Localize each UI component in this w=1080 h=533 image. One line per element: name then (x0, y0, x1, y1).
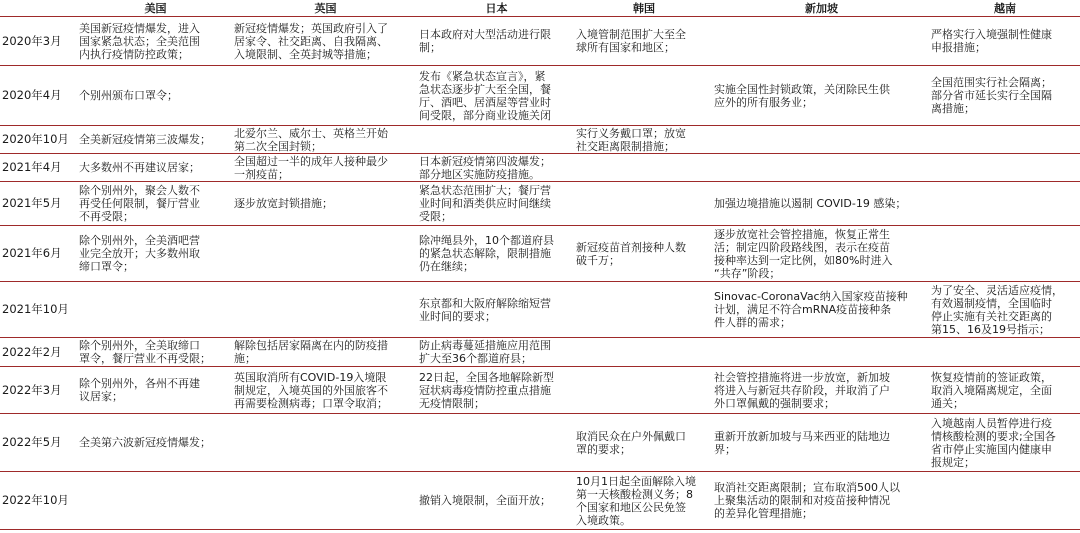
cell-japan (418, 414, 575, 472)
cell-japan: 东京都和大阪府解除缩短营 业时间的要求； (418, 282, 575, 338)
cell-japan: 防止病毒蔓延措施应用范围 扩大至36个都道府县； (418, 338, 575, 367)
cell-japan: 发布《紧急状态宣言》，紧 急状态逐步扩大至全国，餐 厅、酒吧、居酒屋等营业时 间受限，部分商业设施关闭 (418, 66, 575, 126)
cell-vietnam (930, 154, 1080, 182)
cell-singapore (713, 338, 930, 367)
table-row (0, 414, 1080, 472)
header-japan: 日本 (418, 0, 575, 17)
cell-korea: 取消民众在户外佩戴口 罩的要求； (575, 414, 713, 472)
cell-korea (575, 338, 713, 367)
row-date: 2021年10月 (0, 282, 78, 338)
cell-japan: 日本政府对大型活动进行限 制； (418, 17, 575, 66)
cell-vietnam (930, 126, 1080, 154)
cell-singapore: 取消社交距离限制；宣布取消500人以 上聚集活动的限制和对疫苗接种情况 的差异化管理措施； (713, 472, 930, 530)
cell-vietnam: 全国范围实行社会隔离； 部分省市延长实行全国隔 离措施； (930, 66, 1080, 126)
row-date: 2021年6月 (0, 226, 78, 282)
cell-korea: 新冠疫苗首剂接种人数 破千万； (575, 226, 713, 282)
cell-usa: 大多数州不再建议居家； (78, 154, 233, 182)
cell-singapore (713, 126, 930, 154)
cell-korea: 10月1日起全面解除入境 第一天核酸检测义务；8 个国家和地区公民免签 入境政策。 (575, 472, 713, 530)
cell-korea (575, 182, 713, 226)
row-date: 2022年10月 (0, 472, 78, 530)
header-row (0, 0, 1080, 17)
cell-vietnam: 严格实行入境强制性健康 申报措施； (930, 17, 1080, 66)
header-date (0, 0, 78, 17)
cell-uk: 英国取消所有COVID-19入境限 制规定，入境英国的外国旅客不 再需要检测病毒；口罩令取消； (233, 367, 418, 414)
cell-usa: 全美第六波新冠疫情爆发； (78, 414, 233, 472)
header-uk: 英国 (233, 0, 418, 17)
cell-usa: 除个别州外，聚会人数不 再受任何限制，餐厅营业 不再受限； (78, 182, 233, 226)
cell-vietnam: 入境越南人员暂停进行疫 情核酸检测的要求;全国各 省市停止实施国内健康申 报规定； (930, 414, 1080, 472)
cell-usa: 个别州颁布口罩令； (78, 66, 233, 126)
cell-korea: 实行义务戴口罩；放宽 社交距离限制措施； (575, 126, 713, 154)
header-singapore: 新加坡 (713, 0, 930, 17)
cell-singapore: 重新开放新加坡与马来西亚的陆地边 界； (713, 414, 930, 472)
row-date: 2022年3月 (0, 367, 78, 414)
row-date: 2022年2月 (0, 338, 78, 367)
cell-korea (575, 154, 713, 182)
header-korea: 韩国 (575, 0, 713, 17)
table-row (0, 17, 1080, 66)
cell-japan: 紧急状态范围扩大；餐厅营 业时间和酒类供应时间继续 受限； (418, 182, 575, 226)
table-row (0, 367, 1080, 414)
row-date: 2021年4月 (0, 154, 78, 182)
table-row (0, 126, 1080, 154)
cell-uk: 新冠疫情爆发；英国政府引入了 居家令、社交距离、自我隔离、 入境限制、全英封城等措施； (233, 17, 418, 66)
cell-uk: 全国超过一半的成年人接种最少 一剂疫苗； (233, 154, 418, 182)
row-date: 2022年5月 (0, 414, 78, 472)
cell-korea (575, 367, 713, 414)
cell-singapore: 社会管控措施将进一步放宽，新加坡 将进入与新冠共存阶段，并取消了户 外口罩佩戴的强制要求； (713, 367, 930, 414)
cell-usa: 美国新冠疫情爆发，进入 国家紧急状态；全美范围 内执行疫情防控政策； (78, 17, 233, 66)
table-row (0, 226, 1080, 282)
cell-usa: 除个别州外，各州不再建 议居家； (78, 367, 233, 414)
cell-singapore (713, 154, 930, 182)
cell-uk (233, 414, 418, 472)
row-date: 2020年4月 (0, 66, 78, 126)
header-usa: 美国 (78, 0, 233, 17)
table-row (0, 182, 1080, 226)
cell-vietnam: 恢复疫情前的签证政策， 取消入境隔离规定，全面 通关； (930, 367, 1080, 414)
cell-singapore: 实施全国性封锁政策，关闭除民生供 应外的所有服务业； (713, 66, 930, 126)
cell-vietnam (930, 226, 1080, 282)
cell-uk (233, 66, 418, 126)
cell-uk (233, 226, 418, 282)
cell-singapore: 逐步放宽社会管控措施，恢复正常生 活；制定四阶段路线图，表示在疫苗 接种率达到一定比例，如80%时进入 “共存”阶段； (713, 226, 930, 282)
cell-vietnam (930, 472, 1080, 530)
cell-japan: 日本新冠疫情第四波爆发； 部分地区实施防疫措施。 (418, 154, 575, 182)
cell-korea (575, 66, 713, 126)
cell-uk (233, 282, 418, 338)
cell-usa: 除个别州外，全美取缔口 罩令，餐厅营业不再受限； (78, 338, 233, 367)
table-row (0, 472, 1080, 530)
table-row (0, 66, 1080, 126)
table-row (0, 338, 1080, 367)
cell-korea: 入境管制范围扩大至全 球所有国家和地区； (575, 17, 713, 66)
cell-singapore: 加强边境措施以遏制 COVID-19 感染； (713, 182, 930, 226)
cell-vietnam: 为了安全、灵活适应疫情， 有效遏制疫情，全国临时 停止实施有关社交距离的 第15、16及19号指示； (930, 282, 1080, 338)
cell-uk (233, 472, 418, 530)
cell-korea (575, 282, 713, 338)
cell-japan: 22日起，全国各地解除新型 冠状病毒疫情防控重点措施 无疫情限制； (418, 367, 575, 414)
cell-japan: 撤销入境限制，全面开放； (418, 472, 575, 530)
table-row (0, 154, 1080, 182)
cell-usa (78, 472, 233, 530)
table-row (0, 282, 1080, 338)
cell-singapore (713, 17, 930, 66)
cell-vietnam (930, 338, 1080, 367)
cell-japan (418, 126, 575, 154)
header-vietnam: 越南 (930, 0, 1080, 17)
row-date: 2020年10月 (0, 126, 78, 154)
cell-uk: 北爱尔兰、威尔士、英格兰开始 第二次全国封锁； (233, 126, 418, 154)
cell-uk: 逐步放宽封锁措施； (233, 182, 418, 226)
row-date: 2020年3月 (0, 17, 78, 66)
row-date: 2021年5月 (0, 182, 78, 226)
cell-usa: 除个别州外，全美酒吧营 业完全放开；大多数州取 缔口罩令； (78, 226, 233, 282)
cell-usa: 全美新冠疫情第三波爆发； (78, 126, 233, 154)
cell-vietnam (930, 182, 1080, 226)
cell-usa (78, 282, 233, 338)
cell-uk: 解除包括居家隔离在内的防疫措 施； (233, 338, 418, 367)
cell-japan: 除冲绳县外，10个都道府县 的紧急状态解除，限制措施 仍在继续； (418, 226, 575, 282)
cell-singapore: Sinovac-CoronaVac纳入国家疫苗接种 计划，满足不符合mRNA疫苗接种条 件人群的需求； (713, 282, 930, 338)
